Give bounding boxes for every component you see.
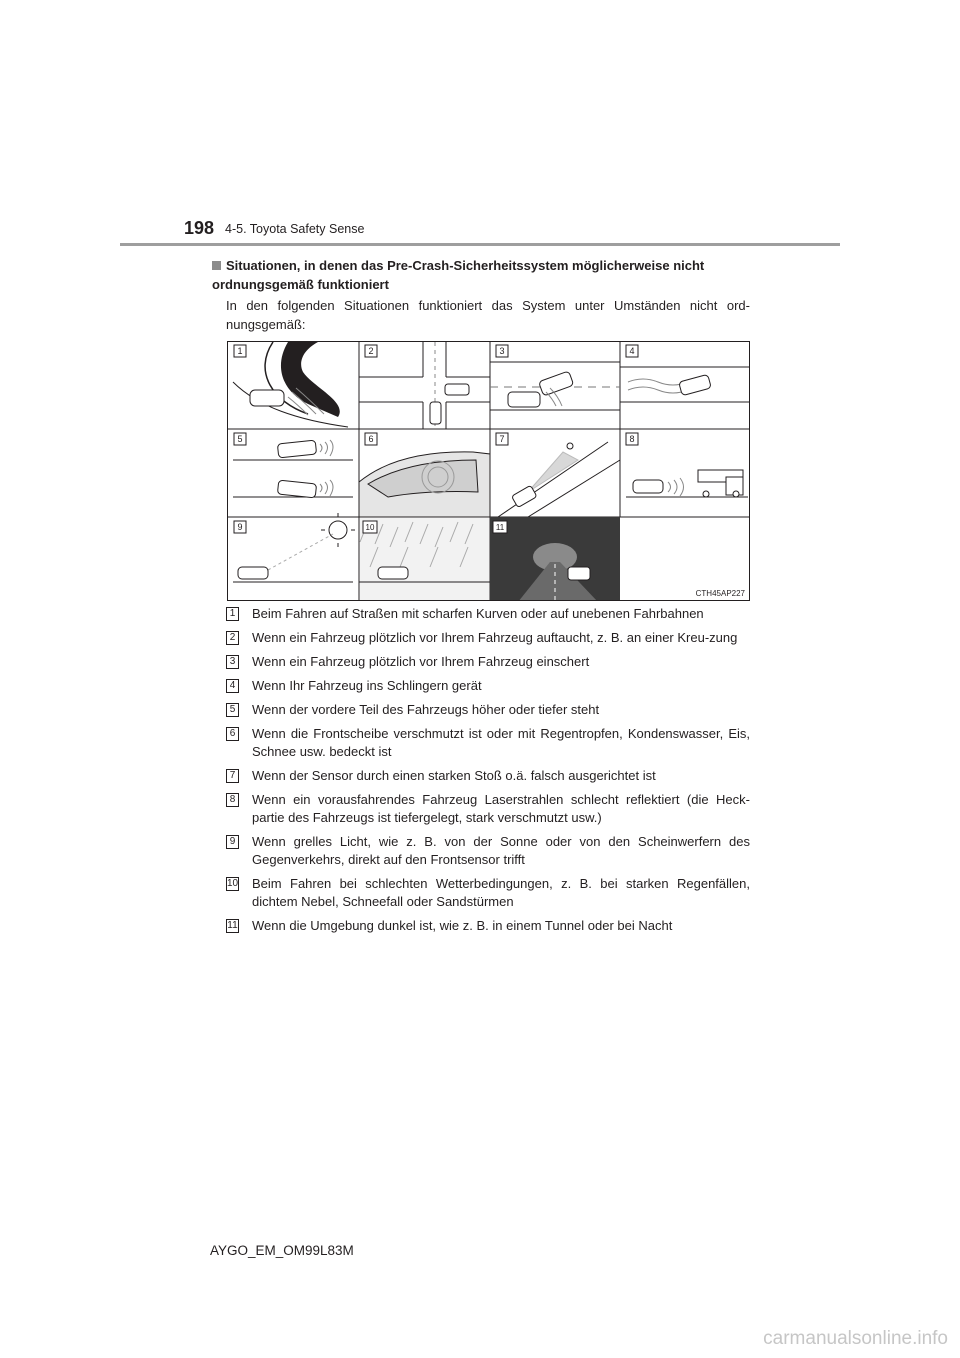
panel-number-6 — [365, 433, 377, 445]
item-text: Wenn grelles Licht, wie z. B. von der Sonne oder von den Scheinwerfern des Gegenverkehrs, direkt auf den Frontsensor trifft — [252, 834, 750, 867]
item-text: Wenn Ihr Fahrzeug ins Schlingern gerät — [252, 678, 482, 693]
item-number: 5 — [226, 703, 239, 717]
item-number: 6 — [226, 727, 239, 741]
item-number: 2 — [226, 631, 239, 645]
page-number: 198 — [184, 218, 215, 238]
item-number: 8 — [226, 793, 239, 807]
item-text: Wenn ein Fahrzeug plötzlich vor Ihrem Fahrzeug auftaucht, z. B. an einer Kreu-zung — [252, 630, 738, 645]
svg-text:9: 9 — [237, 522, 243, 532]
panel-7-sensor-misaligned — [498, 442, 620, 517]
illustration-figure — [227, 341, 750, 601]
heading-text: Situationen, in denen das Pre-Crash-Sicherheitssystem möglicherweise nicht ordnungsgemäß funktioniert — [212, 258, 705, 292]
svg-text:10: 10 — [365, 523, 375, 532]
panel-3-cut-in — [490, 362, 620, 410]
figure-code: CTH45AP227 — [695, 589, 745, 598]
heading — [212, 256, 750, 294]
panel-number-7 — [496, 433, 508, 445]
list-item — [226, 725, 750, 761]
item-text: Wenn der vordere Teil des Fahrzeugs höher oder tiefer steht — [252, 702, 600, 717]
footer-document-code: AYGO_EM_OM99L83M — [210, 1243, 354, 1258]
item-number: 7 — [226, 769, 239, 783]
list-item — [226, 791, 750, 827]
illustration-grid — [228, 342, 750, 601]
panel-1-curve-road — [233, 342, 348, 427]
svg-text:11: 11 — [495, 523, 505, 532]
section-label: 4-5. Toyota Safety Sense — [225, 222, 365, 236]
panel-number-9 — [234, 521, 246, 533]
list-item — [226, 917, 750, 935]
svg-text:3: 3 — [499, 346, 505, 356]
panel-number-10 — [363, 521, 377, 533]
panel-number-11 — [493, 521, 507, 533]
item-number: 11 — [227, 920, 238, 931]
square-bullet-icon — [212, 261, 221, 270]
situation-list — [226, 605, 750, 941]
list-item — [226, 875, 750, 911]
svg-text:8: 8 — [629, 434, 635, 444]
panel-6-windshield — [359, 452, 490, 517]
item-text: Wenn der Sensor durch einen starken Stoß o.ä. falsch ausgerichtet ist — [252, 768, 656, 783]
item-number: 4 — [226, 679, 239, 693]
item-text: Beim Fahren bei schlechten Wetterbedingungen, z. B. bei starken Regenfällen, dichtem Nebel, Schneefall oder Sandstürmen — [252, 876, 750, 909]
item-number: 9 — [226, 835, 239, 849]
panel-10-bad-weather — [359, 518, 490, 601]
panel-9-sun-glare — [233, 513, 355, 582]
list-item — [226, 629, 750, 647]
list-item — [226, 767, 750, 785]
svg-text:4: 4 — [629, 346, 635, 356]
list-item — [226, 833, 750, 869]
panel-number-3 — [496, 345, 508, 357]
svg-text:6: 6 — [368, 434, 374, 444]
panel-number-2 — [365, 345, 377, 357]
svg-text:7: 7 — [499, 434, 505, 444]
panel-number-8 — [626, 433, 638, 445]
item-text: Beim Fahren auf Straßen mit scharfen Kurven oder auf unebenen Fahrbahnen — [252, 606, 704, 621]
header-rule — [120, 243, 840, 246]
svg-text:5: 5 — [237, 434, 243, 444]
intro-paragraph: In den folgenden Situationen funktioniert das System unter Umständen nicht ord-nungsgemäß: — [226, 298, 750, 332]
list-item — [226, 653, 750, 671]
svg-text:1: 1 — [237, 346, 243, 356]
panel-4-skid — [620, 367, 750, 402]
watermark: carmanualsonline.info — [763, 1328, 948, 1349]
panel-8-truck — [626, 470, 748, 497]
svg-text:2: 2 — [368, 346, 374, 356]
list-item — [226, 677, 750, 695]
panel-number-5 — [234, 433, 246, 445]
item-number: 10 — [227, 878, 239, 889]
list-item — [226, 605, 750, 623]
panel-5-pitch — [233, 440, 353, 498]
item-text: Wenn die Umgebung dunkel ist, wie z. B. in einem Tunnel oder bei Nacht — [252, 918, 673, 933]
list-item — [226, 701, 750, 719]
panel-11-tunnel — [490, 517, 620, 601]
item-number: 3 — [226, 655, 239, 669]
item-text: Wenn ein Fahrzeug plötzlich vor Ihrem Fahrzeug einschert — [252, 654, 590, 669]
item-number: 1 — [226, 607, 239, 621]
panel-number-1 — [234, 345, 246, 357]
panel-number-4 — [626, 345, 638, 357]
panel-2-intersection — [359, 342, 490, 429]
item-text: Wenn ein vorausfahrendes Fahrzeug Laserstrahlen schlecht reflektiert (die Heck-partie des Fahrzeugs ist tiefergelegt, stark verschmutzt usw.) — [252, 792, 750, 825]
item-text: Wenn die Frontscheibe verschmutzt ist oder mit Regentropfen, Kondenswasser, Eis, Schnee usw. bedeckt ist — [252, 726, 750, 759]
